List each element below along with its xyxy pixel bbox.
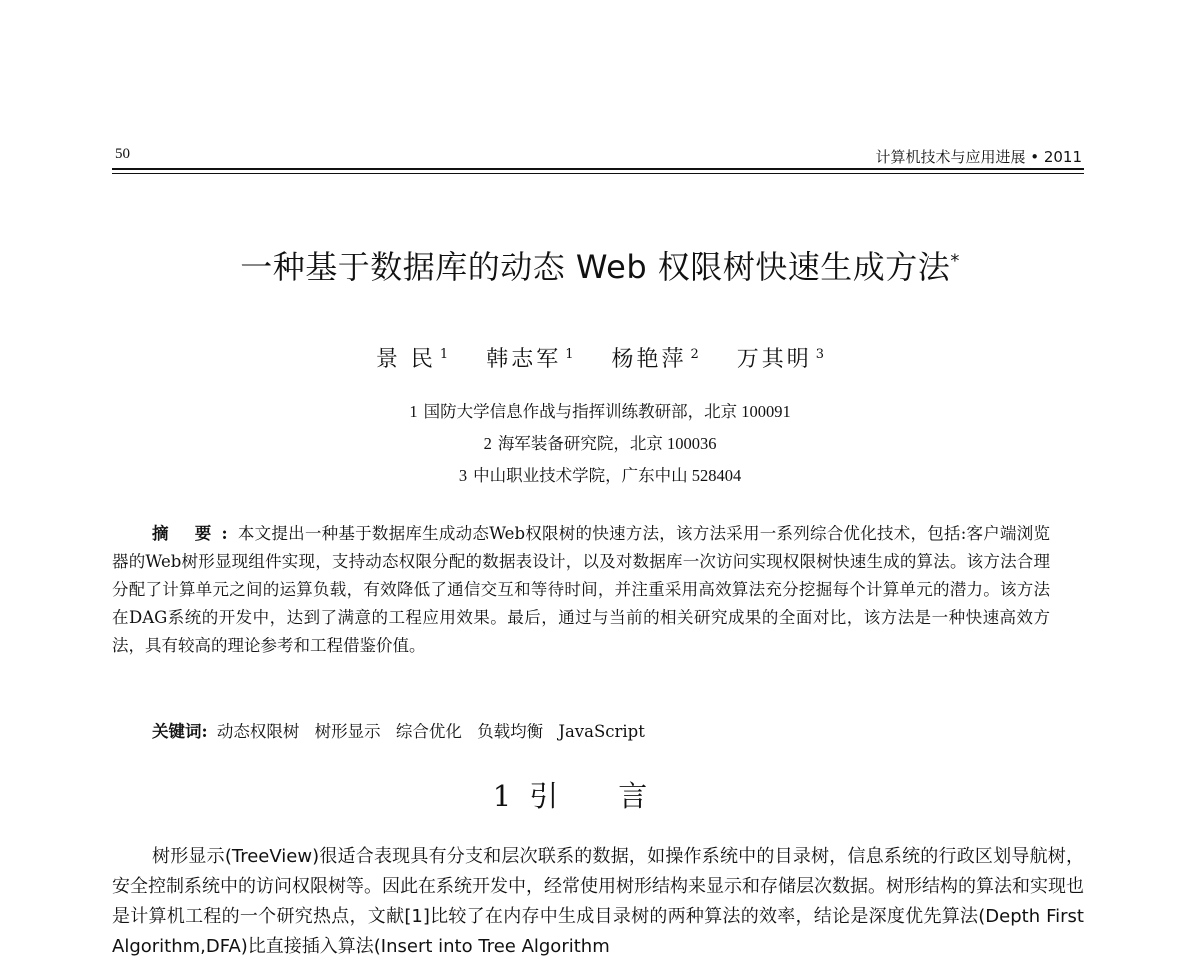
paper-title-text: 一种基于数据库的动态 Web 权限树快速生成方法 — [240, 248, 951, 286]
affiliation — [0, 462, 1200, 486]
affiliation — [0, 398, 1200, 422]
affiliation — [0, 430, 1200, 454]
header-rule-thin — [112, 173, 1084, 174]
affiliation-number: 3 — [458, 466, 468, 485]
keywords — [152, 718, 1052, 742]
affiliation-number: 1 — [409, 402, 418, 421]
section-number: 1 — [492, 779, 512, 813]
keyword: JavaScript — [558, 722, 645, 741]
author-affiliation-mark: 3 — [815, 346, 825, 362]
body-paragraph: 树形显示(TreeView)很适合表现具有分支和层次联系的数据，如操作系统中的目录树，信息系统的行政区划导航树，安全控制系统中的访问权限树等。因此在系统开发中，经常使用树形结构来显示和存储层次数据。树形结构的算法和实现也是计算机工程的一个研究热点，文献[1]比较了在内存中生成目录树的两种算法的效率，结论是深度优先算法(Depth First Algorithm,DFA)比直接插入算法(Insert into Tree Algorithm — [112, 846, 1084, 957]
abstract-label: 摘 要: — [152, 524, 238, 543]
author — [486, 347, 573, 372]
author — [611, 347, 698, 372]
keyword: 负载均衡 — [477, 722, 544, 741]
author-affiliation-mark: 1 — [565, 346, 574, 362]
author — [376, 347, 448, 372]
page-number: 50 — [115, 146, 130, 162]
author-name: 万其明 — [736, 347, 812, 372]
author-name: 杨艳萍 — [611, 347, 687, 372]
author-name: 韩志军 — [486, 347, 562, 372]
keyword: 综合优化 — [395, 722, 462, 741]
affiliation-number: 2 — [483, 434, 492, 453]
author — [737, 347, 824, 372]
author-affiliation-mark: 2 — [690, 346, 699, 362]
abstract — [112, 520, 1050, 660]
keyword: 动态权限树 — [216, 722, 300, 741]
section-heading — [0, 774, 1200, 815]
journal-name: 计算机技术与应用进展 • 2011 — [875, 148, 1082, 166]
paper-title — [0, 242, 1200, 288]
affiliation-text: 海军装备研究院，北京 100036 — [497, 434, 717, 453]
keyword: 树形显示 — [314, 722, 381, 741]
author-name: 景 民 — [375, 347, 436, 372]
author-list — [0, 342, 1200, 373]
running-header — [112, 146, 1084, 176]
affiliation-text: 中山职业技术学院，广东中山 528404 — [473, 466, 742, 485]
abstract-text: 本文提出一种基于数据库生成动态Web权限树的快速方法，该方法采用一系列综合优化技术，包括:客户端浏览器的Web树形显现组件实现，支持动态权限分配的数据表设计，以及对数据库一次访问实现权限树快速生成的算法。该方法合理分配了计算单元之间的运算负载，有效降低了通信交互和等待时间，并注重采用高效算法充分挖掘每个计算单元的潜力。该方法在DAG系统的开发中，达到了满意的工程应用效果。最后，通过与当前的相关研究成果的全面对比，该方法是一种快速高效方法，具有较高的理论参考和工程借鉴价值。 — [112, 524, 1051, 655]
section-title: 引言 — [529, 779, 708, 813]
affiliation-text: 国防大学信息作战与指挥训练教研部，北京 100091 — [423, 402, 791, 421]
header-rule-thick — [112, 168, 1084, 170]
author-affiliation-mark: 1 — [439, 346, 449, 362]
keywords-label: 关键词: — [152, 722, 208, 741]
title-footnote-mark: * — [950, 250, 960, 272]
